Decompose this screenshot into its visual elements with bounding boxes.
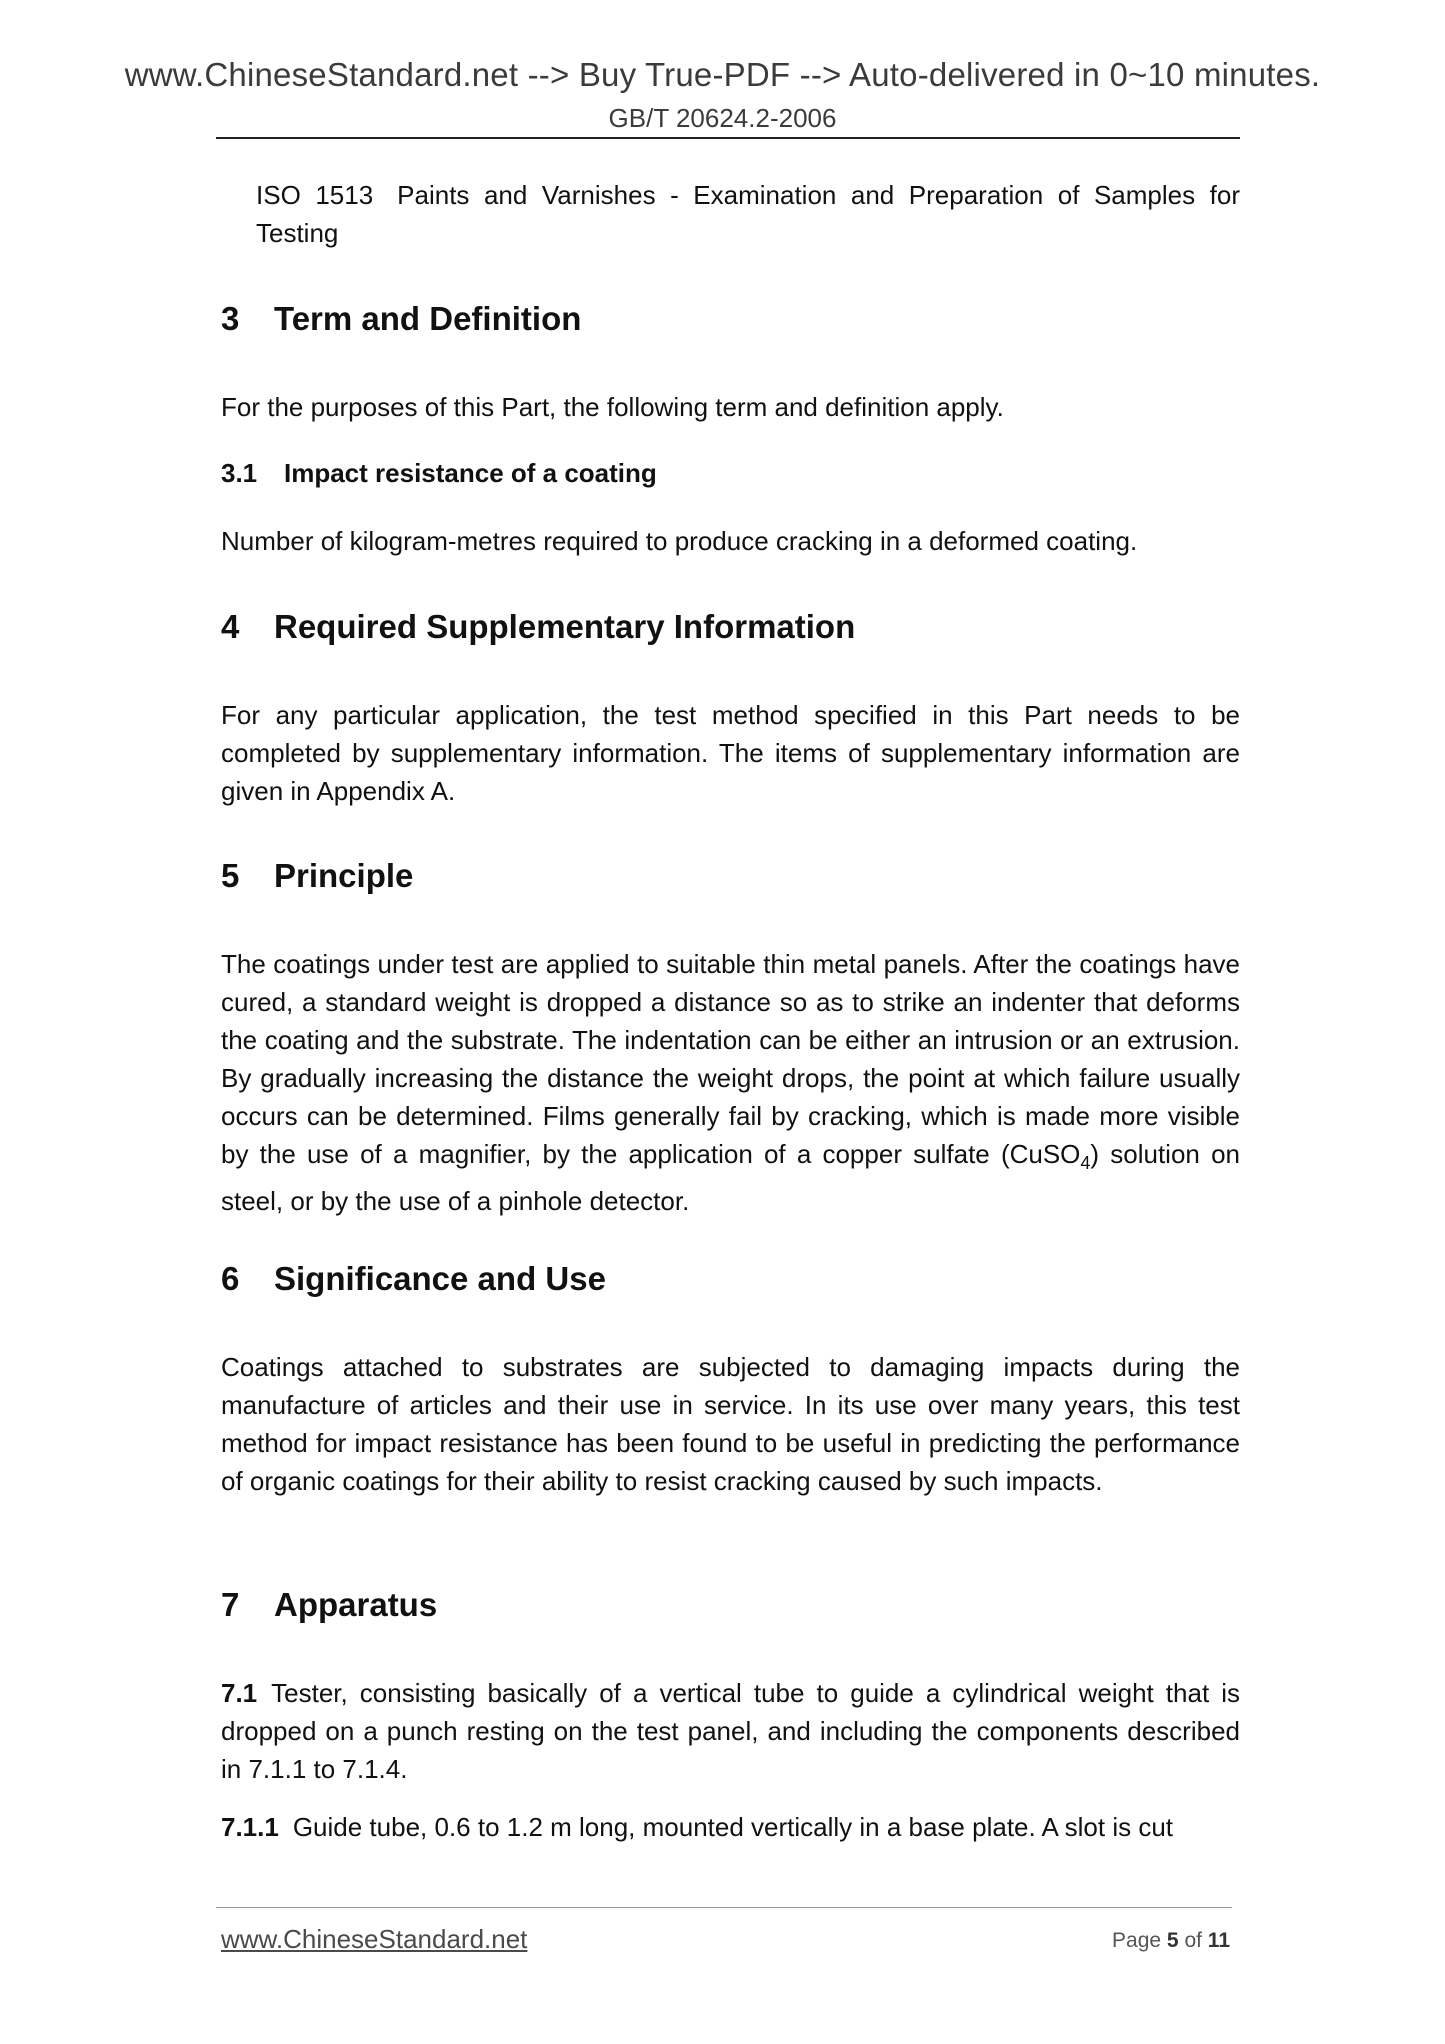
header-standard-number: GB/T 20624.2-2006 [608,103,837,133]
page-current: 5 [1166,1929,1179,1952]
clause-7-1 [221,1674,1240,1788]
clause-number: 7.1.1 [221,1812,279,1842]
reference-code: ISO 1513 [256,180,374,210]
footer-rule [216,1907,1232,1908]
header-banner[interactable]: www.ChineseStandard.net --> Buy True-PDF --> Auto-delivered in 0~10 minutes. [124,56,1321,93]
section-5-heading [221,857,413,895]
section-6-heading [221,1260,606,1298]
footer-site-link[interactable]: www.ChineseStandard.net [221,1924,528,1954]
section-5-body [221,945,1240,1220]
section-number: 3 [221,300,240,337]
section-number: 7 [221,1586,240,1623]
section-7-heading [221,1586,437,1624]
section-number: 6 [221,1260,240,1297]
subscript-4: 4 [1080,1153,1091,1174]
section-title: Significance and Use [274,1260,606,1297]
page-label: Page [1112,1929,1162,1952]
section-title: Principle [274,857,414,894]
section-3-heading [221,300,581,338]
term-3-1-heading [221,458,657,489]
section-5-text-b: ) solution on steel, or by the use of a pinhole detector. [221,1139,1240,1217]
section-title: Required Supplementary Information [274,608,856,645]
clause-number: 7.1 [221,1678,258,1708]
section-title: Apparatus [274,1586,438,1623]
page-indicator [1112,1929,1230,1953]
reference-title: Paints and Varnishes - Examination and Preparation of Samples for Testing [256,180,1240,248]
page-of: of [1184,1929,1202,1952]
section-title: Term and Definition [274,300,582,337]
section-3-intro: For the purposes of this Part, the following term and definition apply. [221,392,1004,422]
section-4-body: For any particular application, the test method specified in this Part needs to be completed by supplementary information. The items of supplementary information are given in Appendix A. [221,700,1240,806]
term-number: 3.1 [221,458,258,488]
term-title: Impact resistance of a coating [284,458,657,488]
clause-7-1-1 [221,1808,1240,1846]
section-5-text-a: The coatings under test are applied to suitable thin metal panels. After the coatings have cured, a standard weight is dropped a distance so as to strike an indenter that deforms the coating and the substrate. The indentation can be either an intrusion or an extrusion. By gradually increasing the distance the weight drops, the point at which failure usually occurs can be determined. Films generally fail by cracking, which is made more visible by the use of a magnifier, by the application of a copper sulfate (CuSO [221,949,1240,1169]
clause-text: Guide tube, 0.6 to 1.2 m long, mounted vertically in a base plate. A slot is cut [292,1812,1174,1842]
normative-reference [256,176,1240,252]
section-4-heading [221,608,855,646]
page-total: 11 [1207,1929,1230,1952]
section-number: 5 [221,857,240,894]
clause-text: Tester, consisting basically of a vertical tube to guide a cylindrical weight that is dropped on a punch resting on the test panel, and including the components described in 7.1.1 to 7.1.4. [221,1678,1240,1784]
term-3-1-definition: Number of kilogram-metres required to produce cracking in a deformed coating. [221,526,1138,556]
section-number: 4 [221,608,240,645]
section-6-body: Coatings attached to substrates are subjected to damaging impacts during the manufacture of articles and their use in service. In its use over many years, this test method for impact resistance has been found to be useful in predicting the performance of organic coatings for their ability to resist cracking caused by such impacts. [221,1352,1240,1496]
header-rule [216,137,1240,139]
